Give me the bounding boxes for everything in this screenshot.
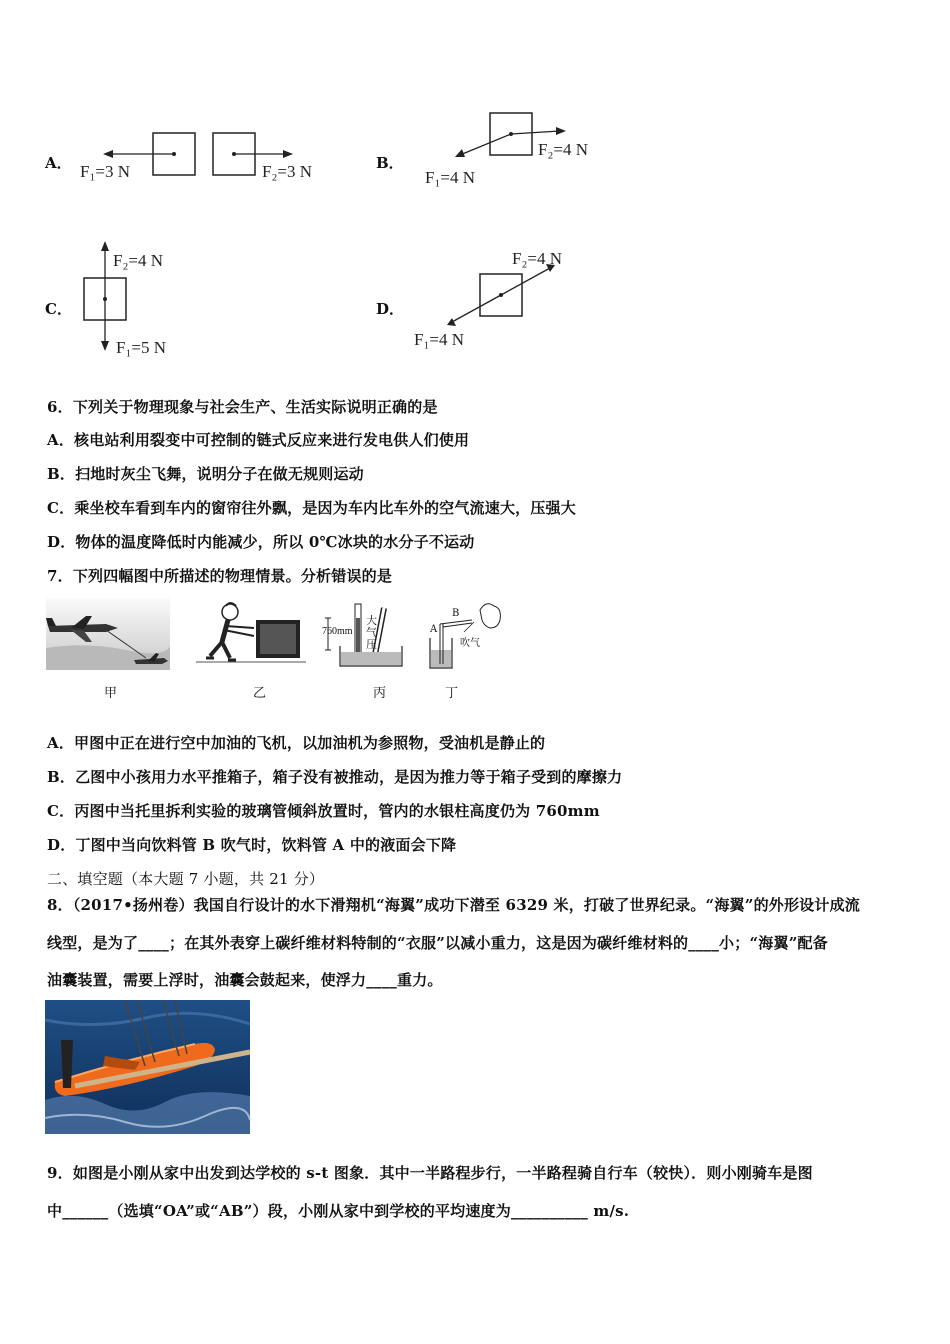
figure-bing-torricelli [322,598,404,670]
caption-jia: 甲 [104,686,118,701]
ding-blow-label: 吹气 [460,638,480,649]
option-a-diagram [75,125,345,190]
section-2-heading: 二、填空题（本大题 7 小题，共 21 分） [47,870,325,888]
option-b-diagram [420,108,620,193]
bing-atm-3: 压 [366,638,377,651]
q8-line-3: 油囊装置，需要上浮时，油囊会鼓起来，使浮力____重力。 [47,971,443,989]
q7-option-d: D．丁图中当向饮料管 B 吹气时，饮料管 A 中的液面会下降 [47,836,457,854]
q7-option-c: C．丙图中当托里拆利实验的玻璃管倾斜放置时，管内的水银柱高度仍为 760mm [47,802,600,820]
option-d-label: D． [376,300,405,318]
q9-line-2: 中______（选填“OA”或“AB”）段，小刚从家中到学校的平均速度为__________ m/s. [47,1202,630,1220]
figure-yi-push-box [196,598,308,670]
figure-jia-refueling [46,598,170,670]
q7-stem: 7．下列四幅图中所描述的物理情景。分析错误的是 [47,567,393,585]
caption-yi: 乙 [253,686,267,701]
figure-ding-straw [424,598,506,670]
q6-option-c: C．乘坐校车看到车内的窗帘往外飘，是因为车内比车外的空气流速大，压强大 [47,499,576,517]
option-b-f2: F₂=4 N [538,140,588,159]
q7-option-b: B．乙图中小孩用力水平推箱子，箱子没有被推动，是因为推力等于箱子受到的摩擦力 [47,768,623,786]
option-c-label: C． [45,300,72,318]
option-c-f1: F₁=5 N [116,338,166,357]
option-a-f1: F₁=3 N [80,162,130,181]
caption-ding: 丁 [445,686,459,701]
q6-option-d: D．物体的温度降低时内能减少，所以 0℃冰块的水分子不运动 [47,533,475,551]
q7-option-a: A．甲图中正在进行空中加油的飞机，以加油机为参照物，受油机是静止的 [47,734,546,752]
option-d-f1: F₁=4 N [414,330,464,349]
q6-stem: 6．下列关于物理现象与社会生产、生活实际说明正确的是 [47,398,438,416]
option-c-f2: F₂=4 N [113,251,163,270]
caption-bing: 丙 [373,686,387,701]
q8-line-1: 8．（2017•扬州卷）我国自行设计的水下滑翔机“海翼”成功下潜至 6329 米，打破了世界纪录。“海翼”的外形设计成流 [47,896,860,914]
bing-atm-1: 大 [366,614,377,627]
underwater-glider-photo [45,1000,250,1134]
option-b-label: B． [376,154,404,172]
bing-atm-2: 气 [366,626,377,639]
ding-label-a: A [430,624,438,635]
option-a-label: A． [45,154,72,172]
ding-label-b: B [452,608,460,619]
option-d-f2: F₂=4 N [512,249,562,268]
option-a-f2: F₂=3 N [262,162,312,181]
option-c-diagram [80,238,200,363]
q6-option-b: B．扫地时灰尘飞舞，说明分子在做无规则运动 [47,465,364,483]
q9-line-1: 9．如图是小刚从家中出发到达学校的 s-t 图象．其中一半路程步行，一半路程骑自行车（较快）．则小刚骑车是图 [47,1164,813,1182]
q6-option-a: A．核电站利用裂变中可控制的链式反应来进行发电供人们使用 [47,431,470,449]
option-d-diagram [410,242,600,357]
bing-height-label: 760mm [322,626,353,637]
option-b-f1: F₁=4 N [425,168,475,187]
q8-line-2: 线型，是为了____；在其外表穿上碳纤维材料特制的“衣服”以减小重力，这是因为碳纤维材料的____小；“海翼”配备 [47,934,828,952]
